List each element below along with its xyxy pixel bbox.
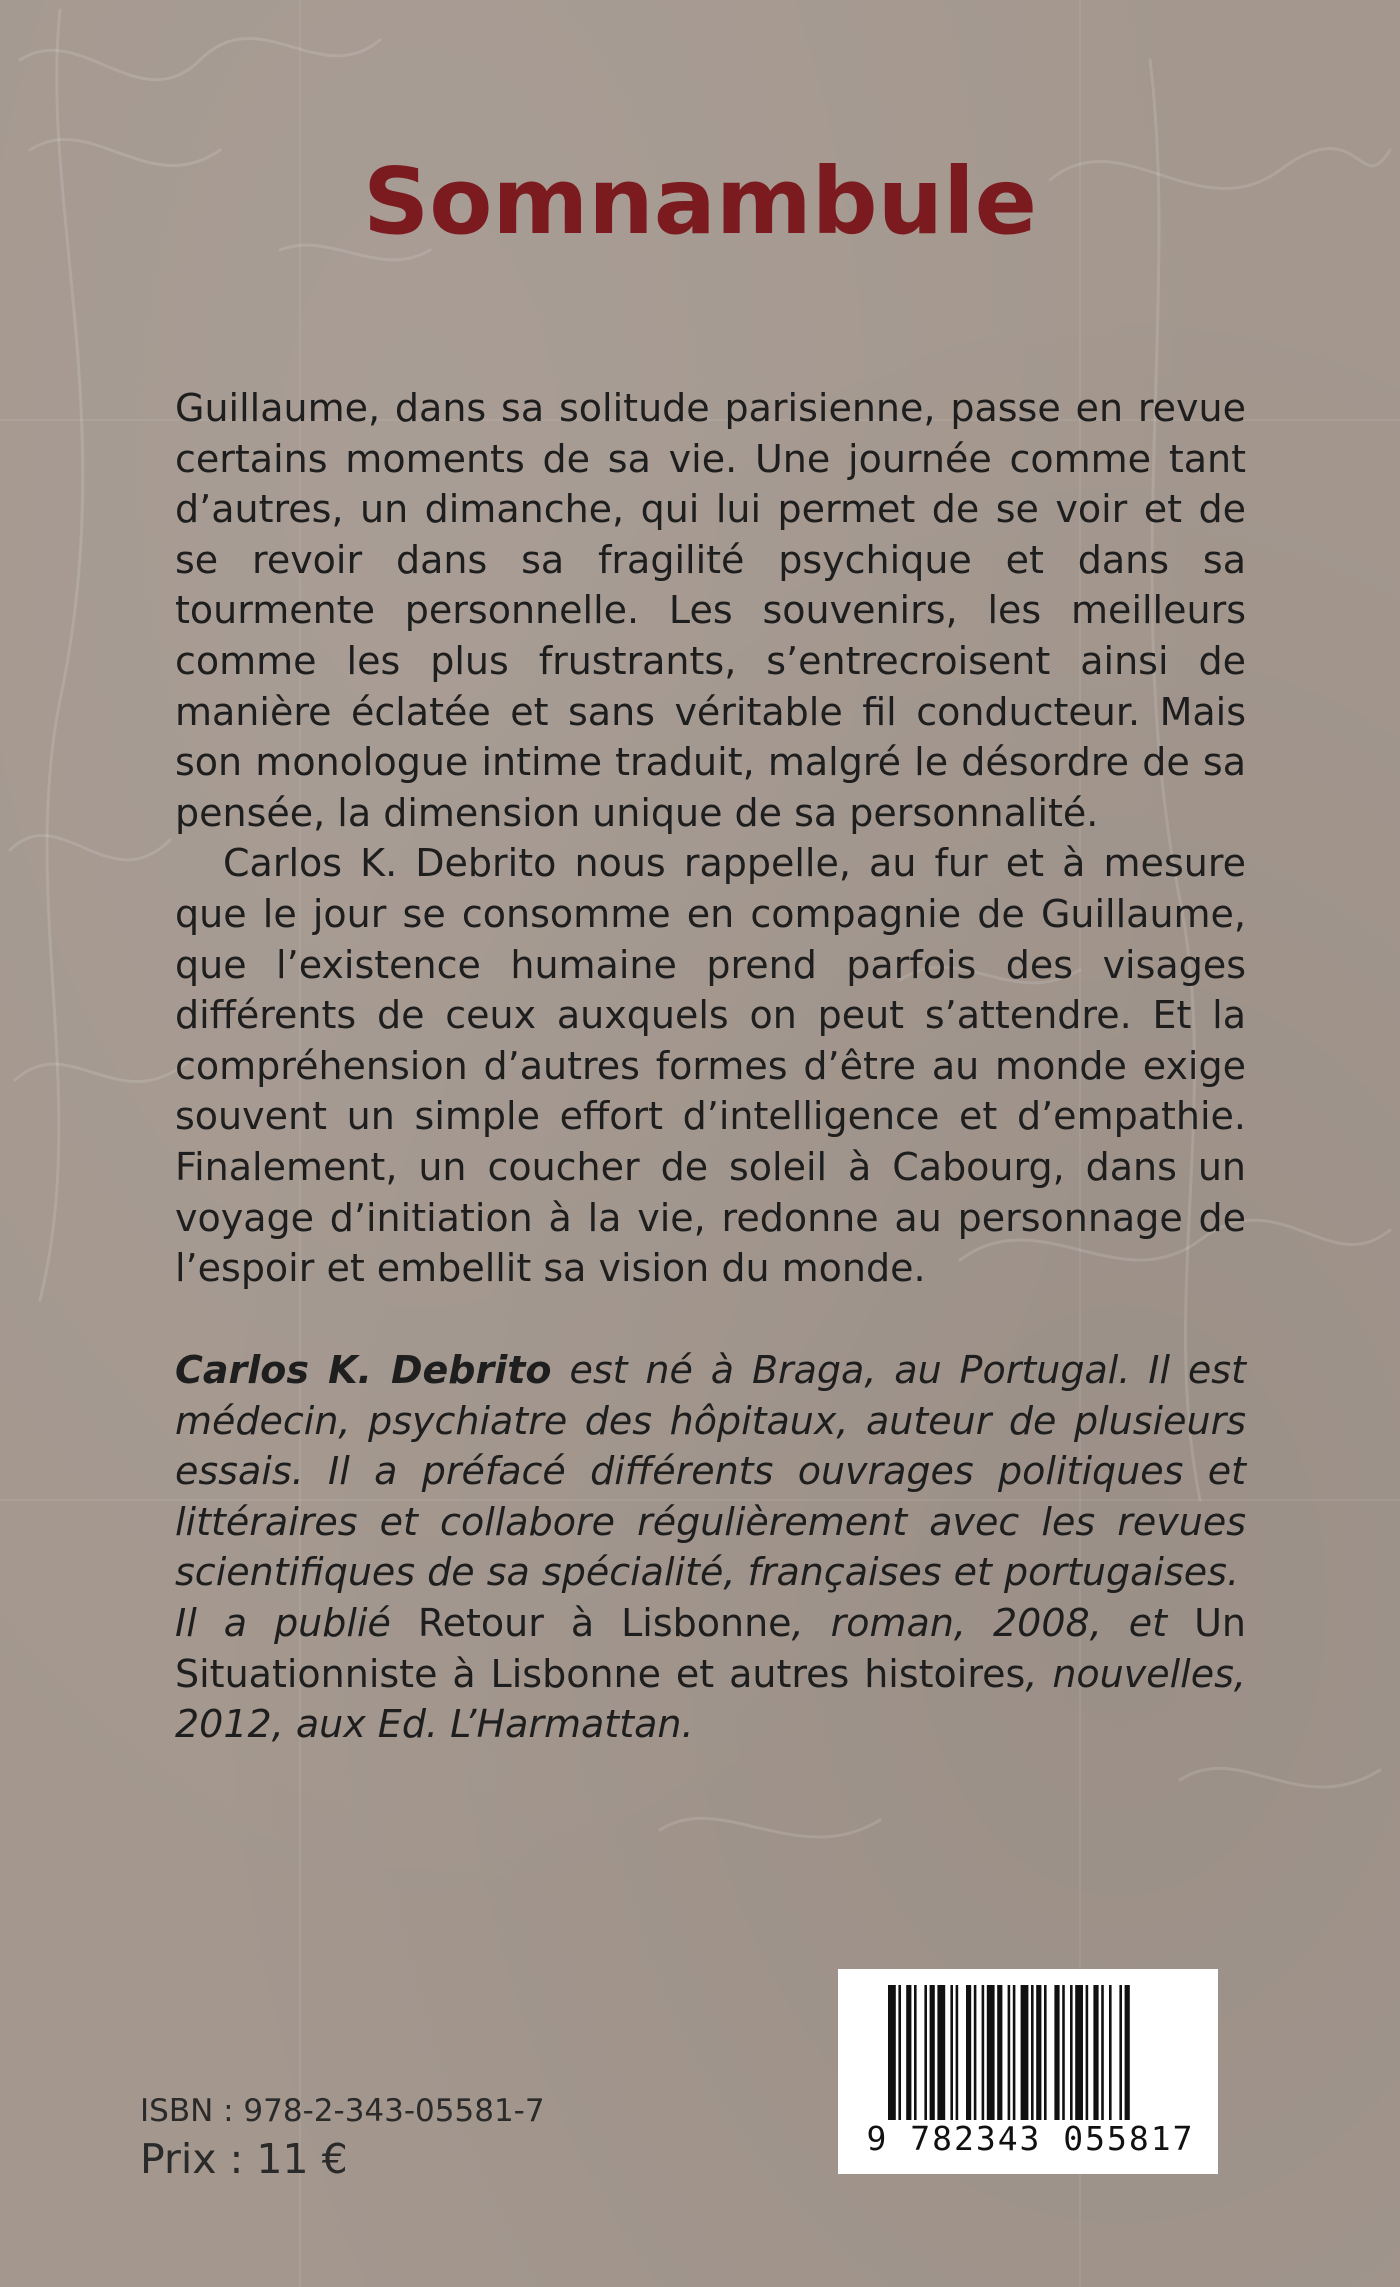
bio-paragraph-2 xyxy=(175,1598,1246,1750)
barcode xyxy=(838,1969,1218,2174)
book-summary xyxy=(175,383,1246,1294)
isbn-label: ISBN : 978-2-343-05581-7 xyxy=(140,2093,545,2129)
summary-paragraph-2: Carlos K. Debrito nous rappelle, au fur et à mesure que le jour se consomme en compagnie de Guillaume, que l’existence humaine prend parfois des visages différents de ceux auxquels on peut s’attendre. Et la compréhension d’autres formes d’être au monde exige souvent un simple effort d’intelligence et d’empathie. Finalement, un coucher de soleil à Cabourg, dans un voyage d’initiation à la vie, redonne au personnage de l’espoir et embellit sa vision du monde. xyxy=(175,841,1246,1291)
bio-text-1: est né à Braga, au Portugal. Il est médecin, psychiatre des hôpitaux, auteur de plusieurs essais. Il a préfacé différents ouvrages politiques et littéraires et collabore régulièrement avec les revues scientifiques de sa spécialité, françaises et portugaises. xyxy=(175,1348,1246,1595)
bio-text-2c: , nouvelles, 2012, aux Ed. L’Harmattan. xyxy=(175,1651,1246,1747)
bio-text-2b: , roman, 2008, et xyxy=(791,1600,1195,1645)
summary-paragraph-1: Guillaume, dans sa solitude parisienne, passe en revue certains moments de sa vie. Une journée comme tant d’autres, un dimanche, qui lui permet de se voir et de se revoir dans sa fragilité psychique et dans sa tourmente personnelle. Les souvenirs, les meilleurs comme les plus frustrants, s’entrecroisent ainsi de manière éclatée et sans véritable fil conducteur. Mais son monologue intime traduit, malgré le désordre de sa pensée, la dimension unique de sa personnalité. xyxy=(175,386,1246,835)
bio-book-title-1: Retour à Lisbonne xyxy=(417,1600,792,1645)
book-title: Somnambule xyxy=(362,148,1038,255)
bio-paragraph-1 xyxy=(175,1345,1246,1598)
author-name: Carlos K. Debrito xyxy=(175,1348,552,1392)
bio-text-2a: Il a publié xyxy=(175,1600,418,1645)
bio-book-title-2: Un Situationniste à Lisbonne et autres histoires xyxy=(175,1600,1246,1696)
author-bio xyxy=(175,1345,1246,1750)
barcode-digits: 9 782343 055817 xyxy=(858,2120,1203,2158)
price-label: Prix : 11 € xyxy=(140,2135,348,2183)
